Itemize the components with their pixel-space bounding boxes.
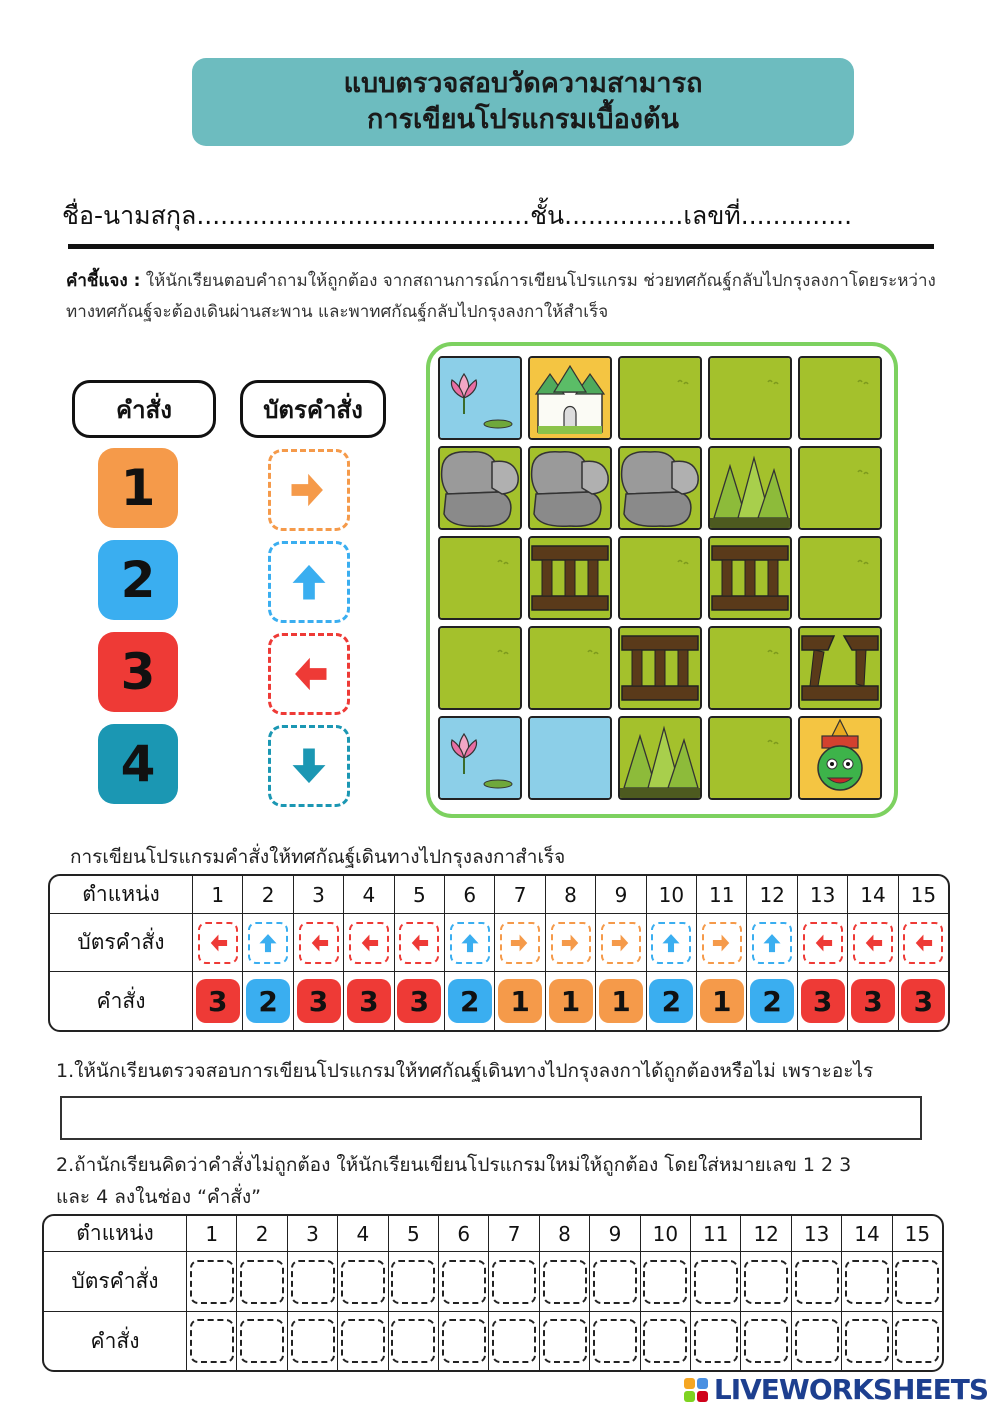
position-number: 10 [641, 1216, 691, 1252]
position-number: 5 [389, 1216, 439, 1252]
position-number: 10 [647, 876, 697, 914]
command-input-slot[interactable] [492, 1319, 536, 1363]
card-cell [294, 914, 344, 972]
command-card-right [601, 922, 641, 964]
command-number: 3 [347, 979, 391, 1023]
command-number: 2 [649, 979, 693, 1023]
command-number: 1 [549, 979, 593, 1023]
card-cell [899, 914, 948, 972]
card-cell [445, 914, 495, 972]
command-number-3: 3 [98, 632, 178, 712]
card-cell [596, 914, 646, 972]
command-cell [848, 972, 898, 1030]
row-label-position: ตำแหน่ง [44, 1216, 187, 1252]
question-1: 1.ให้นักเรียนตรวจสอบการเขียนโปรแกรมให้ทศกัณฐ์เดินทางไปกรุงลงกาได้ถูกต้องหรือไม่ เพราะอะไร [56, 1060, 874, 1082]
tile-forest [618, 716, 702, 800]
command-input-slot[interactable] [190, 1319, 234, 1363]
card-cell [798, 914, 848, 972]
command-answer-cell [489, 1312, 539, 1370]
tile-grass [528, 626, 612, 710]
position-row [50, 876, 948, 914]
command-card-up [752, 922, 792, 964]
command-answer-cell [741, 1312, 791, 1370]
arrow-left-icon [406, 930, 432, 956]
command-card-right [268, 449, 350, 531]
command-cell [243, 972, 293, 1030]
card-cell [647, 914, 697, 972]
position-number: 6 [445, 876, 495, 914]
position-number: 2 [237, 1216, 287, 1252]
position-number: 4 [338, 1216, 388, 1252]
command-card-up [248, 922, 288, 964]
tile-bridge [618, 626, 702, 710]
command-card-right [702, 922, 742, 964]
command-card-left [803, 922, 843, 964]
card-cell [546, 914, 596, 972]
position-number: 3 [288, 1216, 338, 1252]
command-input-slot[interactable] [543, 1319, 587, 1363]
command-card-left [299, 922, 339, 964]
tile-broken-bridge [798, 626, 882, 710]
card-answer-cell [288, 1252, 338, 1312]
worksheet-title [192, 58, 854, 146]
command-input-slot[interactable] [694, 1319, 738, 1363]
command-card-left [349, 922, 389, 964]
position-number: 12 [747, 876, 797, 914]
position-row [44, 1216, 942, 1252]
card-drop-slot[interactable] [543, 1260, 587, 1304]
tile-grass [618, 536, 702, 620]
command-card-up [450, 922, 490, 964]
command-card-left [903, 922, 943, 964]
command-input-slot[interactable] [643, 1319, 687, 1363]
arrow-up-icon [255, 930, 281, 956]
position-number: 4 [344, 876, 394, 914]
tile-water [528, 716, 612, 800]
command-answer-cell [842, 1312, 892, 1370]
card-answer-cell [187, 1252, 237, 1312]
card-drop-slot[interactable] [291, 1260, 335, 1304]
command-number: 3 [801, 979, 845, 1023]
command-card-left [853, 922, 893, 964]
tile-bridge [708, 536, 792, 620]
program-caption: การเขียนโปรแกรมคำสั่งให้ทศกัณฐ์เดินทางไปกรุงลงกาสำเร็จ [70, 846, 566, 868]
answer-table [42, 1214, 944, 1372]
arrow-left-icon [284, 649, 334, 699]
card-row [44, 1252, 942, 1312]
row-label-position: ตำแหน่ง [50, 876, 193, 914]
tile-grass [798, 356, 882, 440]
command-number: 1 [700, 979, 744, 1023]
command-cell [647, 972, 697, 1030]
tile-grass [708, 716, 792, 800]
instructions-text: ให้นักเรียนตอบคำถามให้ถูกต้อง จากสถานการณ์การเขียนโปรแกรม ช่วยทศกัณฐ์กลับไปกรุงลงกาโดยระหว่างทางทศกัณฐ์จะต้องเดินผ่านสะพาน และพาทศกัณฐ์กลับไปกรุงลงกาให้สำเร็จ [66, 271, 936, 322]
command-cell [193, 972, 243, 1030]
brand-text: LIVEWORKSHEETS [713, 1373, 988, 1406]
command-input-slot[interactable] [744, 1319, 788, 1363]
command-cell [395, 972, 445, 1030]
tile-grass [438, 626, 522, 710]
command-card-left [268, 633, 350, 715]
tile-grass [708, 356, 792, 440]
title-line-2: การเขียนโปรแกรมเบื้องต้น [367, 104, 679, 135]
row-label-command: คำสั่ง [44, 1312, 187, 1370]
card-drop-slot[interactable] [442, 1260, 486, 1304]
command-input-slot[interactable] [593, 1319, 637, 1363]
command-answer-cell [187, 1312, 237, 1370]
card-drop-slot[interactable] [895, 1260, 939, 1304]
command-cell [294, 972, 344, 1030]
arrow-right-icon [507, 930, 533, 956]
card-answer-cell [792, 1252, 842, 1312]
card-cell [243, 914, 293, 972]
command-card-left [399, 922, 439, 964]
card-answer-cell [691, 1252, 741, 1312]
command-answer-cell [237, 1312, 287, 1370]
command-input-slot[interactable] [845, 1319, 889, 1363]
command-card-up [268, 541, 350, 623]
position-number: 8 [540, 1216, 590, 1252]
card-drop-slot[interactable] [492, 1260, 536, 1304]
tile-castle [528, 356, 612, 440]
command-card-down [268, 725, 350, 807]
card-drop-slot[interactable] [391, 1260, 435, 1304]
card-drop-slot[interactable] [744, 1260, 788, 1304]
tile-grass [618, 356, 702, 440]
card-drop-slot[interactable] [341, 1260, 385, 1304]
command-input-slot[interactable] [442, 1319, 486, 1363]
position-number: 3 [294, 876, 344, 914]
card-cell [344, 914, 394, 972]
arrow-left-icon [910, 930, 936, 956]
command-cell [798, 972, 848, 1030]
arrow-right-icon [608, 930, 634, 956]
title-line-1: แบบตรวจสอบวัดความสามารถ [343, 68, 703, 99]
card-answer-cell [641, 1252, 691, 1312]
command-number-2: 2 [98, 540, 178, 620]
command-input-slot[interactable] [895, 1319, 939, 1363]
tile-forest [708, 446, 792, 530]
command-cell [546, 972, 596, 1030]
tile-grass [438, 536, 522, 620]
command-input-slot[interactable] [795, 1319, 839, 1363]
card-answer-cell [741, 1252, 791, 1312]
command-number: 1 [498, 979, 542, 1023]
command-answer-cell [691, 1312, 741, 1370]
arrow-right-icon [558, 930, 584, 956]
card-cell [697, 914, 747, 972]
tile-lotus-water [438, 716, 522, 800]
command-input-slot[interactable] [341, 1319, 385, 1363]
position-number: 2 [243, 876, 293, 914]
student-info-line: ชื่อ-นามสกุล..........................................ชั้น...............เลขที่.............. [62, 201, 853, 230]
arrow-left-icon [306, 930, 332, 956]
command-number: 3 [297, 979, 341, 1023]
card-drop-slot[interactable] [795, 1260, 839, 1304]
card-header: บัตรคำสั่ง [240, 380, 386, 438]
tile-bridge [528, 536, 612, 620]
position-number: 13 [792, 1216, 842, 1252]
card-drop-slot[interactable] [845, 1260, 889, 1304]
instructions [66, 266, 936, 328]
game-board [426, 342, 898, 818]
position-number: 12 [741, 1216, 791, 1252]
command-number: 2 [246, 979, 290, 1023]
card-answer-cell [338, 1252, 388, 1312]
position-number: 9 [596, 876, 646, 914]
card-answer-cell [489, 1252, 539, 1312]
command-answer-cell [338, 1312, 388, 1370]
arrow-right-icon [709, 930, 735, 956]
command-number: 3 [397, 979, 441, 1023]
card-drop-slot[interactable] [240, 1260, 284, 1304]
command-cell [596, 972, 646, 1030]
divider [68, 244, 934, 249]
arrow-up-icon [658, 930, 684, 956]
tile-grass [798, 446, 882, 530]
position-number: 1 [187, 1216, 237, 1252]
question-2-line-2: และ 4 ลงในช่อง “คำสั่ง” [56, 1186, 262, 1208]
command-answer-cell [590, 1312, 640, 1370]
position-number: 9 [590, 1216, 640, 1252]
position-number: 1 [193, 876, 243, 914]
tile-lotus-water [438, 356, 522, 440]
position-number: 15 [899, 876, 948, 914]
position-number: 11 [697, 876, 747, 914]
card-answer-cell [842, 1252, 892, 1312]
command-cell [344, 972, 394, 1030]
tile-grass [708, 626, 792, 710]
command-input-slot[interactable] [291, 1319, 335, 1363]
arrow-left-icon [356, 930, 382, 956]
position-number: 11 [691, 1216, 741, 1252]
answer-input-box[interactable] [60, 1096, 922, 1140]
command-cell [899, 972, 948, 1030]
command-answer-cell [389, 1312, 439, 1370]
card-answer-cell [893, 1252, 942, 1312]
card-answer-cell [439, 1252, 489, 1312]
tile-giant [798, 716, 882, 800]
command-number-4: 4 [98, 724, 178, 804]
arrow-up-icon [457, 930, 483, 956]
card-answer-cell [540, 1252, 590, 1312]
command-cell [495, 972, 545, 1030]
card-drop-slot[interactable] [190, 1260, 234, 1304]
card-cell [495, 914, 545, 972]
row-label-card: บัตรคำสั่ง [50, 914, 193, 972]
liveworksheets-logo [684, 1373, 988, 1406]
card-answer-cell [389, 1252, 439, 1312]
command-number: 3 [901, 979, 945, 1023]
card-answer-cell [237, 1252, 287, 1312]
arrow-up-icon [759, 930, 785, 956]
command-number: 2 [448, 979, 492, 1023]
arrow-up-icon [284, 557, 334, 607]
position-number: 14 [842, 1216, 892, 1252]
command-answer-cell [641, 1312, 691, 1370]
command-row [50, 972, 948, 1030]
program-table [48, 874, 950, 1032]
arrow-down-icon [284, 741, 334, 791]
card-cell [193, 914, 243, 972]
command-answer-cell [540, 1312, 590, 1370]
card-drop-slot[interactable] [643, 1260, 687, 1304]
brand-icon [684, 1378, 708, 1402]
tile-rock [438, 446, 522, 530]
row-label-command: คำสั่ง [50, 972, 193, 1030]
command-answer-cell [792, 1312, 842, 1370]
row-label-card: บัตรคำสั่ง [44, 1252, 187, 1312]
command-cell [747, 972, 797, 1030]
tile-rock [528, 446, 612, 530]
command-header: คำสั่ง [72, 380, 216, 438]
card-answer-cell [590, 1252, 640, 1312]
command-card-right [551, 922, 591, 964]
command-input-slot[interactable] [240, 1319, 284, 1363]
card-cell [848, 914, 898, 972]
position-number: 6 [439, 1216, 489, 1252]
arrow-right-icon [284, 465, 334, 515]
arrow-left-icon [810, 930, 836, 956]
command-card-right [500, 922, 540, 964]
card-drop-slot[interactable] [593, 1260, 637, 1304]
command-answer-cell [288, 1312, 338, 1370]
position-number: 13 [798, 876, 848, 914]
position-number: 5 [395, 876, 445, 914]
command-input-slot[interactable] [391, 1319, 435, 1363]
card-drop-slot[interactable] [694, 1260, 738, 1304]
command-number-1: 1 [98, 448, 178, 528]
instructions-label: คำชี้แจง : [66, 271, 141, 291]
command-number: 1 [599, 979, 643, 1023]
position-number: 14 [848, 876, 898, 914]
command-number: 2 [750, 979, 794, 1023]
command-cell [697, 972, 747, 1030]
command-answer-cell [439, 1312, 489, 1370]
command-card-up [651, 922, 691, 964]
card-cell [747, 914, 797, 972]
arrow-left-icon [860, 930, 886, 956]
card-cell [395, 914, 445, 972]
command-number: 3 [851, 979, 895, 1023]
tile-rock [618, 446, 702, 530]
position-number: 8 [546, 876, 596, 914]
command-number: 3 [196, 979, 240, 1023]
command-card-left [198, 922, 238, 964]
command-answer-cell [893, 1312, 942, 1370]
arrow-left-icon [205, 930, 231, 956]
position-number: 7 [489, 1216, 539, 1252]
card-row [50, 914, 948, 972]
tile-grass [798, 536, 882, 620]
position-number: 15 [893, 1216, 942, 1252]
question-2-line-1: 2.ถ้านักเรียนคิดว่าคำสั่งไม่ถูกต้อง ให้นักเรียนเขียนโปรแกรมใหม่ให้ถูกต้อง โดยใส่หมายเลข 1 2 3 [56, 1154, 852, 1176]
position-number: 7 [495, 876, 545, 914]
command-row [44, 1312, 942, 1370]
command-cell [445, 972, 495, 1030]
